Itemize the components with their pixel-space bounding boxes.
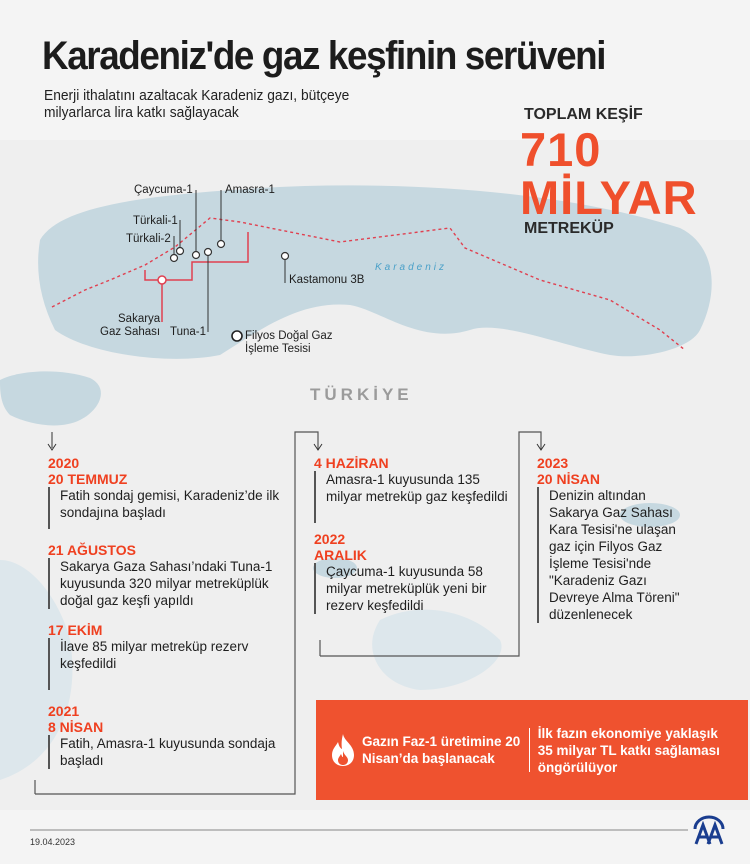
info-divider: [529, 728, 530, 772]
publish-date: 19.04.2023: [30, 837, 76, 847]
sea-label: Karadeniz: [375, 262, 448, 273]
timeline-year: 2021: [48, 703, 80, 719]
well-label-caycuma: Çaycuma-1: [134, 184, 193, 196]
timeline-text: Sakarya Gaza Sahası’ndaki Tuna-1 kuyusunda 320 milyar metreküplük doğal gaz keşfi yapıldı: [48, 558, 293, 609]
well-label-sakarya-2: Gaz Sahası: [100, 326, 161, 338]
timeline-text: Çaycuma-1 kuyusunda 58 milyar metreküplük yeni bir rezerv keşfedildi: [314, 563, 509, 614]
timeline-text: Amasra-1 kuyusunda 135 milyar metreküp gaz keşfedildi: [314, 471, 509, 523]
well-label-tuna: Tuna-1: [170, 326, 207, 338]
timeline-year: 2023: [537, 455, 569, 471]
aa-logo-icon: [692, 815, 726, 845]
total-number-value: 710: [520, 123, 602, 176]
timeline-date: 8 NİSAN: [48, 719, 104, 735]
timeline-date: 20 TEMMUZ: [48, 471, 128, 487]
well-label-turkali-2: Türkali-2: [126, 233, 171, 245]
timeline-text: Fatih, Amasra-1 kuyusunda sondaja başladı: [48, 735, 293, 769]
timeline-year: 2020: [48, 455, 80, 471]
timeline-column-1: [48, 455, 293, 769]
timeline-column-2: [314, 455, 509, 614]
facility-label-2: İşleme Tesisi: [245, 343, 311, 355]
page-title: Karadeniz'de gaz keşfinin serüveni: [42, 34, 606, 78]
total-number-unit: MİLYAR: [520, 171, 698, 224]
timeline-date: 21 AĞUSTOS: [48, 542, 136, 558]
info-left-text: Gazın Faz-1 üretimine 20 Nisan’da başlanacak: [362, 734, 521, 766]
well-label-amasra: Amasra-1: [225, 184, 275, 196]
well-label-kastamonu: Kastamonu 3B: [289, 274, 365, 286]
timeline-year: 2022: [314, 531, 346, 547]
footer-divider: [30, 829, 688, 831]
timeline-date: 4 HAZİRAN: [314, 455, 389, 471]
timeline-column-3: [537, 455, 697, 623]
info-right-text: İlk fazın ekonomiye yaklaşık 35 milyar TL katkı sağlaması öngörülüyor: [537, 725, 720, 775]
timeline-text: İlave 85 milyar metreküp rezerv keşfedildi: [48, 638, 293, 690]
info-box: [316, 700, 748, 800]
timeline-date: 20 NİSAN: [537, 471, 601, 487]
total-unit: METREKÜP: [524, 220, 614, 237]
total-number: [520, 123, 698, 224]
page-subtitle: Enerji ithalatını azaltacak Karadeniz gazı, bütçeye milyarlarca lira katkı sağlayacak: [44, 87, 350, 121]
facility-label-1: Filyos Doğal Gaz: [245, 330, 333, 342]
well-label-sakarya-1: Sakarya: [118, 313, 161, 325]
total-label: TOPLAM KEŞİF: [524, 106, 643, 123]
timeline-date: 17 EKİM: [48, 622, 103, 638]
timeline-text: Denizin altından Sakarya Gaz Sahası Kara Tesisi'ne ulaşan gaz için Filyos Gaz İşleme Tesisi'nde "Karadeniz Gazı Devreye Alma Töreni" düzenlenecek: [537, 487, 697, 623]
country-label: TÜRKİYE: [310, 385, 413, 404]
timeline-text: Fatih sondaj gemisi, Karadeniz’de ilk sondajına başladı: [48, 487, 293, 529]
flame-icon: [330, 733, 356, 767]
timeline-date: ARALIK: [314, 547, 367, 563]
well-label-turkali-1: Türkali-1: [133, 215, 178, 227]
